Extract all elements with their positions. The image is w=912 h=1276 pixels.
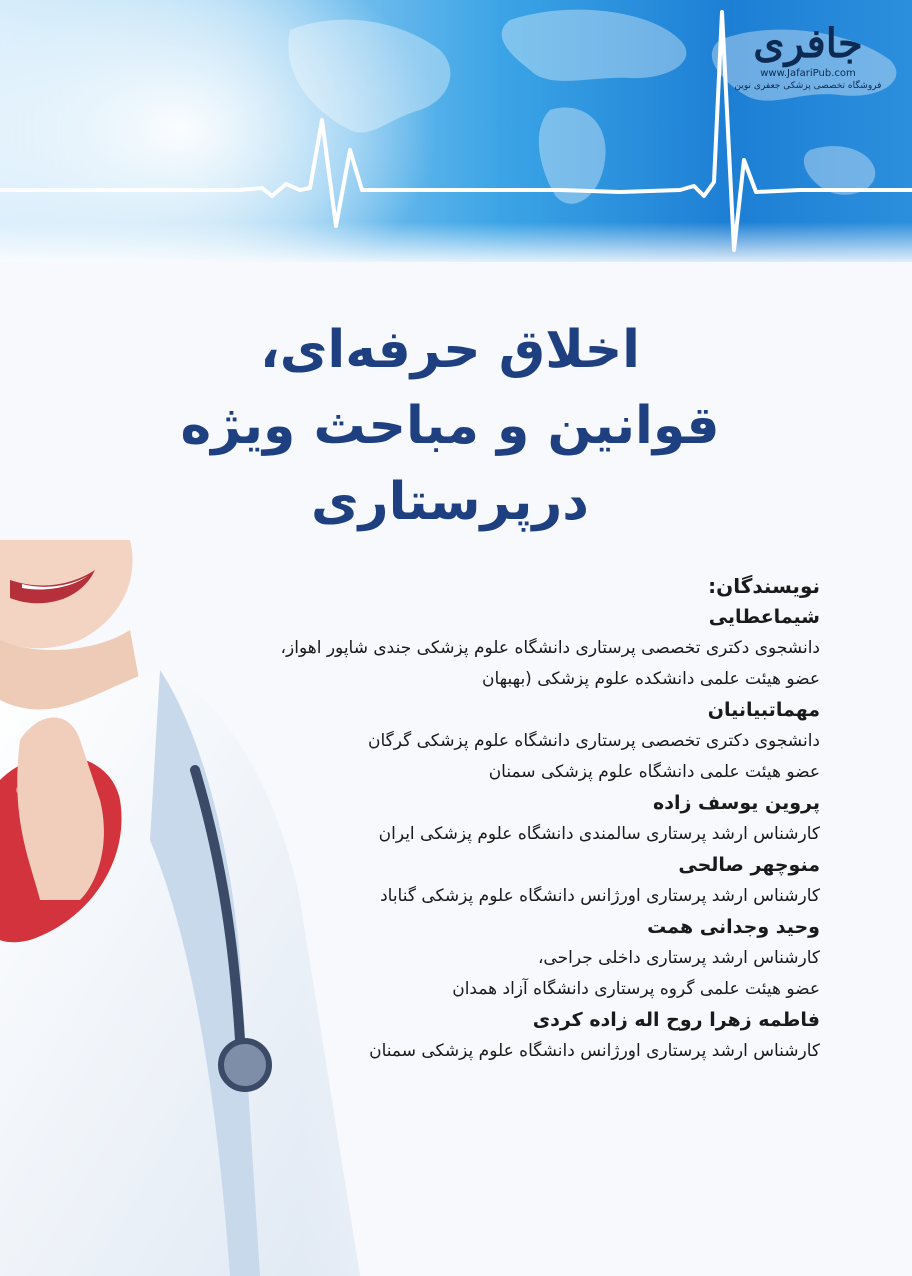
author-entry bbox=[280, 602, 820, 695]
authors-heading: نویسندگان: bbox=[708, 574, 820, 598]
publisher-tagline: فروشگاه تخصصی پزشکی جعفری نوین bbox=[734, 81, 882, 91]
author-name: فاطمه زهرا روح اله زاده کردی bbox=[532, 1009, 820, 1031]
author-name: منوچهر صالحی bbox=[678, 854, 820, 876]
author-affiliation: عضو هیئت علمی دانشگاه علوم پزشکی سمنان bbox=[488, 762, 820, 782]
publisher-url: www.JafariPub.com bbox=[760, 68, 856, 79]
title-line-1: اخلاق حرفه‌ای، bbox=[259, 320, 641, 380]
author-entry bbox=[300, 1005, 820, 1067]
author-name: شیماعطایی bbox=[708, 606, 820, 628]
author-name: مهماتبیانیان bbox=[707, 699, 820, 721]
author-affiliation: دانشجوی دکتری تخصصی پرستاری دانشگاه علوم پزشکی گرگان bbox=[368, 731, 820, 751]
title-line-2: قوانین و مباحث ویژه درپرستاری bbox=[180, 396, 720, 532]
author-affiliation: کارشناس ارشد پرستاری داخلی جراحی، bbox=[537, 948, 820, 968]
author-affiliation: عضو هیئت علمی دانشکده علوم پزشکی (بهبهان bbox=[481, 669, 820, 689]
author-affiliation: کارشناس ارشد پرستاری سالمندی دانشگاه علوم پزشکی ایران bbox=[378, 824, 820, 844]
header-banner bbox=[0, 0, 912, 262]
author-entry bbox=[300, 912, 820, 1005]
banner-fade bbox=[0, 222, 912, 262]
logo-mark: جافری bbox=[753, 20, 863, 67]
author-name: وحید وجدانی همت bbox=[647, 916, 820, 938]
author-entry bbox=[300, 695, 820, 788]
author-entry bbox=[300, 850, 820, 912]
author-name: پروین یوسف زاده bbox=[652, 792, 820, 814]
authors-section bbox=[280, 570, 820, 1067]
book-title bbox=[60, 312, 840, 540]
author-affiliation: کارشناس ارشد پرستاری اورژانس دانشگاه علوم پزشکی گناباد bbox=[380, 886, 820, 906]
author-entry bbox=[300, 788, 820, 850]
author-affiliation: دانشجوی دکتری تخصصی پرستاری دانشگاه علوم پزشکی جندی شاپور اهواز، bbox=[280, 638, 820, 658]
author-affiliation: عضو هیئت علمی گروه پرستاری دانشگاه آزاد همدان bbox=[452, 979, 820, 999]
publisher-logo bbox=[728, 22, 888, 91]
author-affiliation: کارشناس ارشد پرستاری اورژانس دانشگاه علوم پزشکی سمنان bbox=[369, 1041, 820, 1061]
